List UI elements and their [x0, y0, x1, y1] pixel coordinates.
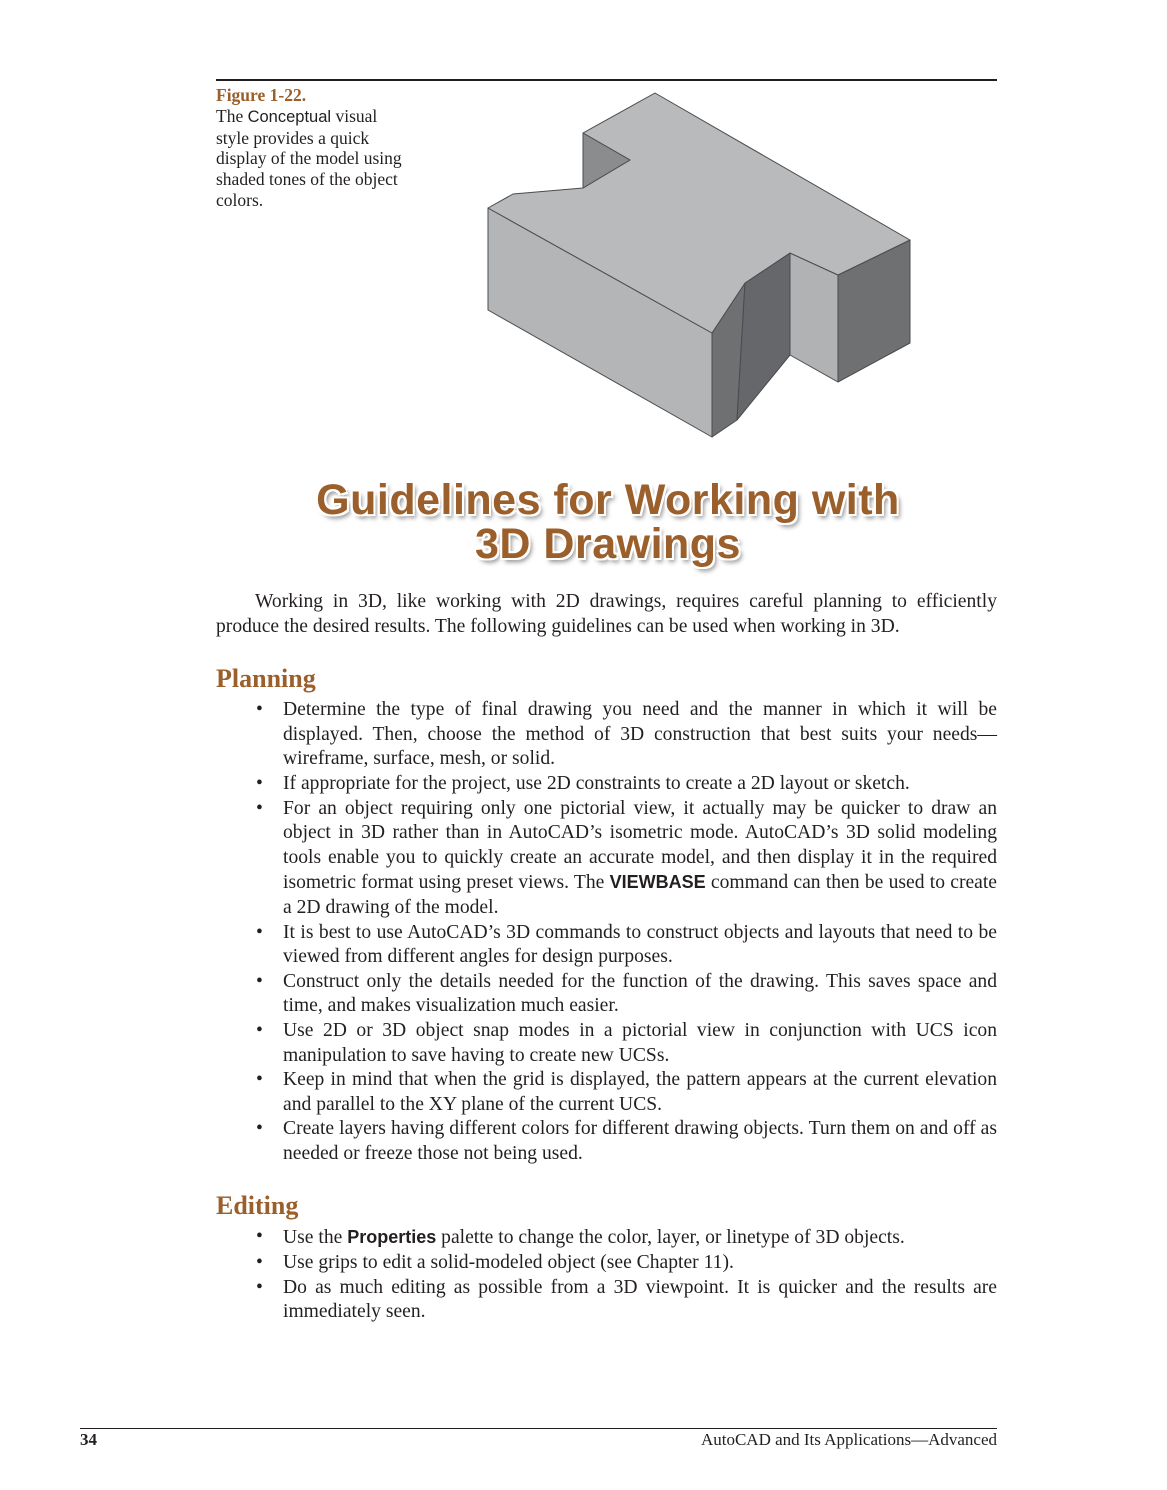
list-item: • It is best to use AutoCAD’s 3D commands to construct objects and layouts that need to be viewed from different angles for design purposes. — [283, 921, 997, 970]
list-item: • Do as much editing as possible from a 3D viewpoint. It is quicker and the results are immediately seen. — [283, 1276, 997, 1325]
caption-term: Conceptual — [247, 107, 332, 126]
title-line-2: 3D Drawings — [475, 520, 741, 568]
list-item-text: command can then be used to create a 2D drawing of the model. — [283, 872, 997, 918]
list-item: • Create layers having different colors for different drawing objects. Turn them on and off as needed or freeze those not being used. — [283, 1117, 997, 1166]
list-item-text: Use the — [283, 1227, 348, 1249]
list-item: • If appropriate for the project, use 2D constraints to create a 2D layout or sketch. — [283, 772, 997, 797]
page-title — [200, 478, 1016, 566]
page-number: 34 — [80, 1430, 97, 1449]
list-item: • Determine the type of final drawing you need and the manner in which it will be displayed. Then, choose the method of 3D construction that best suits your needs—wireframe, surface, mesh, or solid. — [283, 698, 997, 772]
footer-rule — [80, 1428, 997, 1429]
planning-list — [216, 698, 997, 1166]
caption-prefix: The — [216, 105, 248, 126]
list-item: • Keep in mind that when the grid is displayed, the pattern appears at the current elevation and parallel to the XY plane of the current UCS. — [283, 1068, 997, 1117]
title-line-1: Guidelines for Working with — [316, 476, 900, 524]
command-properties: Properties — [347, 1227, 437, 1248]
command-viewbase: VIEWBASE — [609, 872, 706, 893]
list-item: • Use grips to edit a solid-modeled object (see Chapter 11). — [283, 1251, 997, 1276]
book-title: AutoCAD and Its Applications—Advanced — [700, 1430, 997, 1449]
list-item-text: palette to change the color, layer, or linetype of 3D objects. — [436, 1227, 905, 1249]
list-item — [283, 797, 997, 921]
list-item — [283, 1225, 997, 1251]
planning-heading: Planning — [216, 664, 316, 694]
body-text — [216, 590, 997, 1325]
intro-paragraph: Working in 3D, like working with 2D drawings, requires careful planning to efficiently produce the desired results. The following guidelines can be used when working in 3D. — [216, 591, 997, 637]
list-item: • Construct only the details needed for the function of the drawing. This saves space and time, and makes visualization much easier. — [283, 970, 997, 1019]
caption-text: visual style provides a quick display of the model using shaded tones of the object colors. — [216, 105, 402, 210]
editing-heading: Editing — [216, 1191, 299, 1221]
editing-list — [216, 1225, 997, 1324]
list-item: • Use 2D or 3D object snap modes in a pictorial view in conjunction with UCS icon manipulation to save having to create new UCSs. — [283, 1019, 997, 1068]
figure-label: Figure 1-22. — [216, 85, 307, 105]
model-notch-back-face — [790, 253, 838, 382]
list-item-text: For an object requiring only one pictorial view, it actually may be quicker to draw an object in 3D rather than in AutoCAD’s isometric mode. AutoCAD’s 3D solid modeling tools enable you to quickly create an accurate model, and then display it in the required isometric format using preset views. The — [283, 797, 997, 894]
3d-model-figure — [0, 0, 1167, 470]
